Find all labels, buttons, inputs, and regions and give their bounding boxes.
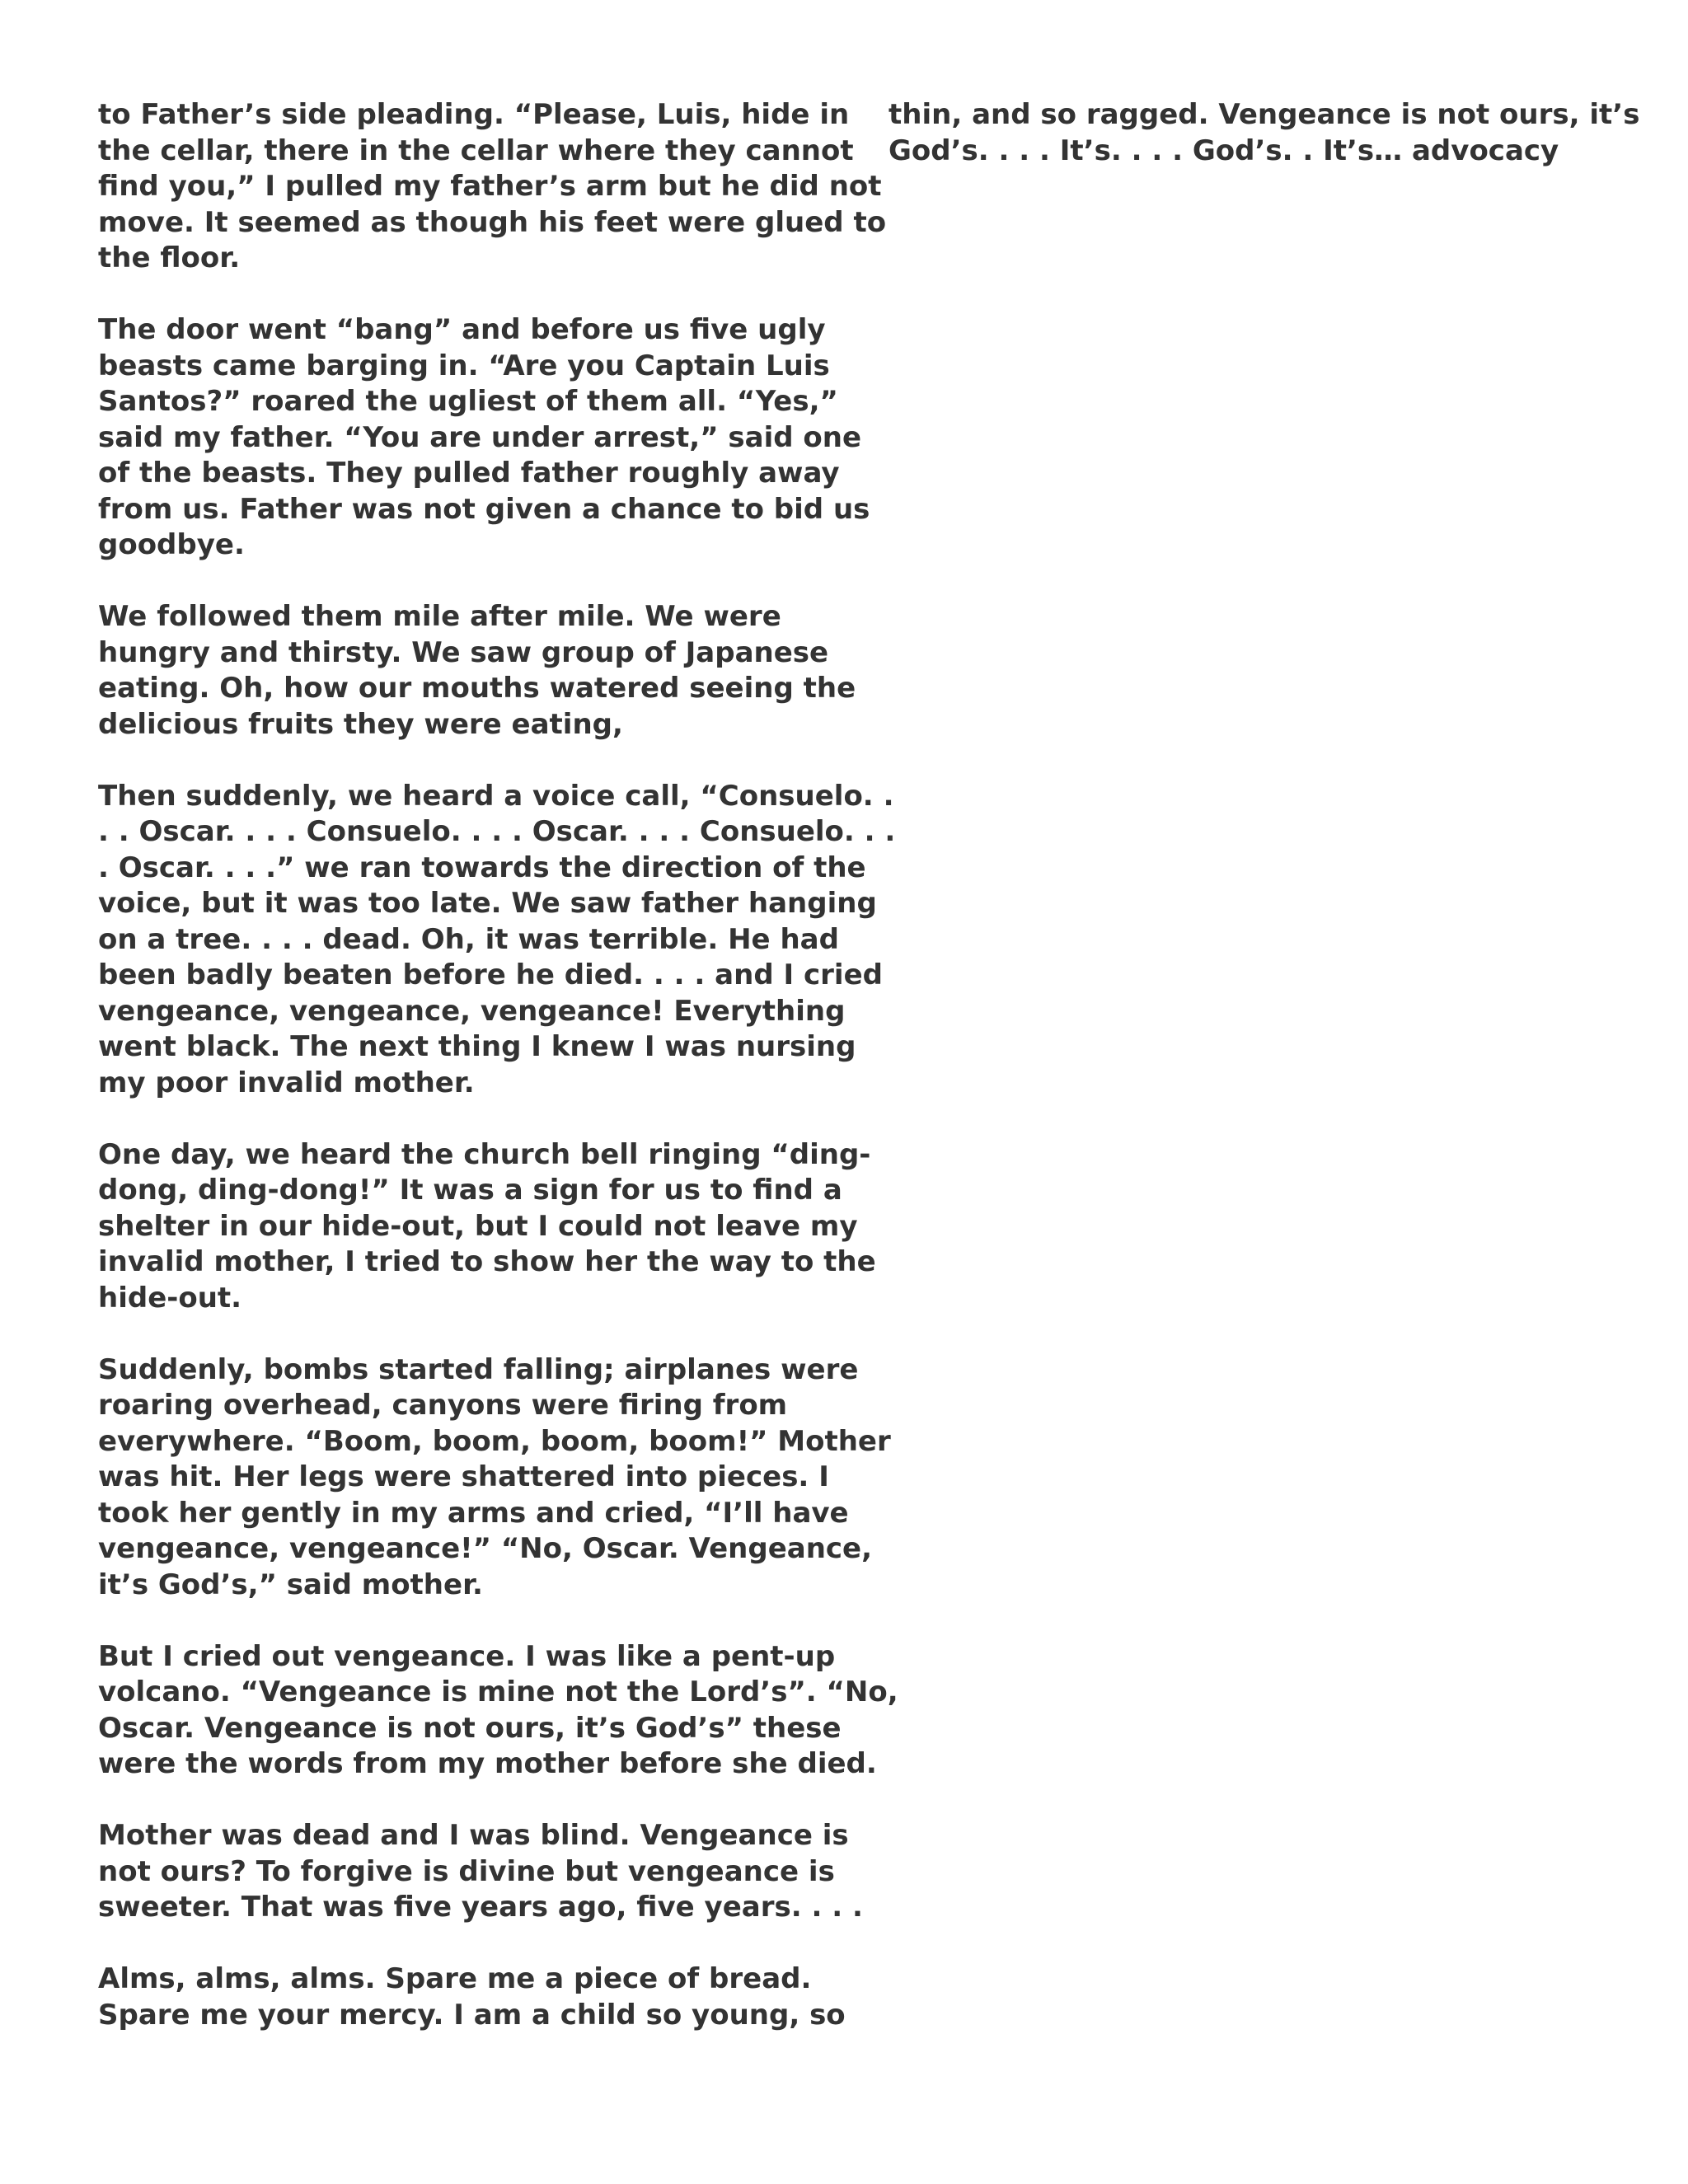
right-column [889, 97, 1640, 205]
text-line: God’s. . . . It’s. . . . God’s. . It’s… advocacy [889, 134, 1559, 167]
text-line: vengeance, vengeance, vengeance! Everything [98, 994, 846, 1028]
text-line: thin, and so ragged. Vengeance is not ours, it’s [889, 98, 1640, 131]
paragraph [98, 779, 896, 1102]
paragraph [98, 599, 856, 743]
text-line: the cellar, there in the cellar where they cannot [98, 134, 854, 167]
paragraph [98, 312, 870, 564]
text-line: were the words from my mother before she died. [98, 1747, 877, 1780]
text-line: Oscar. Vengeance is not ours, it’s God’s” these [98, 1711, 842, 1745]
text-line: goodbye. [98, 528, 245, 561]
text-line: shelter in our hide-out, but I could not leave my [98, 1209, 858, 1243]
text-line: was hit. Her legs were shattered into pieces. I [98, 1460, 829, 1493]
paragraph [98, 1961, 846, 2033]
text-line: find you,” I pulled my father’s arm but he did not [98, 170, 882, 203]
text-line: beasts came barging in. “Are you Captain Luis [98, 349, 830, 382]
paragraph [98, 1137, 876, 1317]
text-line: Mother was dead and I was blind. Vengeance is [98, 1819, 849, 1852]
text-line: . Oscar. . . .” we ran towards the direction of the [98, 851, 866, 884]
text-line: Alms, alms, alms. Spare me a piece of bread. [98, 1962, 812, 1995]
text-line: vengeance, vengeance!” “No, Oscar. Vengeance, [98, 1532, 873, 1565]
text-line: everywhere. “Boom, boom, boom, boom!” Mother [98, 1424, 891, 1458]
text-line: voice, but it was too late. We saw father hanging [98, 887, 877, 920]
text-line: to Father’s side pleading. “Please, Luis, hide in [98, 98, 850, 131]
paragraph [889, 97, 1640, 169]
text-line: roaring overhead, canyons were firing from [98, 1389, 788, 1422]
text-line: Then suddenly, we heard a voice call, “Consuelo. . [98, 779, 894, 813]
text-line: it’s God’s,” said mother. [98, 1568, 483, 1601]
text-line: We followed them mile after mile. We were [98, 600, 781, 633]
left-column [98, 97, 898, 2069]
text-line: from us. Father was not given a chance to bid us [98, 492, 870, 526]
text-line: delicious fruits they were eating, [98, 707, 623, 741]
text-line: One day, we heard the church bell ringing “ding- [98, 1137, 871, 1171]
text-line: The door went “bang” and before us five ugly [98, 313, 826, 346]
text-line: But I cried out vengeance. I was like a pent-up [98, 1639, 836, 1673]
text-line: not ours? To forgive is divine but vengeance is [98, 1854, 835, 1888]
text-line: eating. Oh, how our mouths watered seeing the [98, 672, 856, 705]
text-line: said my father. “You are under arrest,” said one [98, 420, 862, 454]
text-line: Spare me your mercy. I am a child so young, so [98, 1998, 846, 2032]
text-line: been badly beaten before he died. . . . and I cried [98, 958, 883, 991]
text-line: volcano. “Vengeance is mine not the Lord’s”. “No, [98, 1675, 898, 1708]
text-line: the floor. [98, 241, 241, 274]
text-line: Suddenly, bombs started falling; airplanes were [98, 1352, 859, 1386]
paragraph [98, 97, 887, 277]
text-line: hide-out. [98, 1281, 242, 1315]
text-line: hungry and thirsty. We saw group of Japanese [98, 635, 829, 669]
paragraph [98, 1639, 898, 1783]
text-line: move. It seemed as though his feet were glued to [98, 205, 887, 239]
text-line: invalid mother, I tried to show her the way to the [98, 1245, 876, 1278]
text-line: my poor invalid mother. [98, 1066, 475, 1099]
text-line: sweeter. That was five years ago, five years. . . . [98, 1891, 863, 1924]
text-line: on a tree. . . . dead. Oh, it was terrible. He had [98, 922, 839, 956]
text-line: dong, ding-dong!” It was a sign for us to find a [98, 1174, 842, 1207]
text-line: of the beasts. They pulled father roughly away [98, 457, 840, 490]
paragraph [98, 1818, 863, 1926]
text-line: went black. The next thing I knew I was nursing [98, 1030, 856, 1063]
text-line: took her gently in my arms and cried, “I’ll have [98, 1496, 849, 1530]
text-line: . . Oscar. . . . Consuelo. . . . Oscar. . . . Consuelo. . . [98, 815, 896, 848]
paragraph [98, 1352, 891, 1604]
text-line: Santos?” roared the ugliest of them all. “Yes,” [98, 385, 838, 418]
